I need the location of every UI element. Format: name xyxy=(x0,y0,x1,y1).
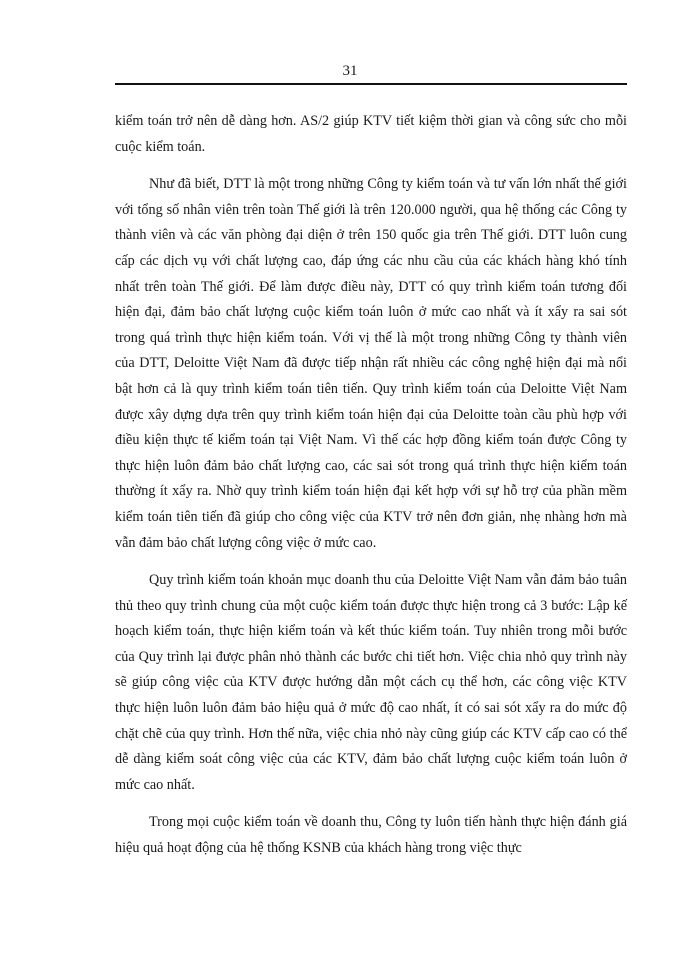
paragraph-internal-control: Trong mọi cuộc kiểm toán về doanh thu, Công ty luôn tiến hành thực hiện đánh giá hiệu quả hoạt động của hệ thống KSNB của khách hàng trong việc thực xyxy=(115,814,627,857)
paragraph-revenue-audit-process: Quy trình kiểm toán khoản mục doanh thu của Deloitte Việt Nam vẫn đảm bảo tuân thủ theo quy trình chung của một cuộc kiểm toán được thực hiện trong cả 3 bước: Lập kế hoạch kiểm toán, thực hiện kiểm toán và kết thúc kiểm toán. Tuy nhiên trong mỗi bước của Quy trình lại được phân nhỏ thành các bước chi tiết hơn. Việc chia nhỏ quy trình này sẽ giúp công việc của KTV được hướng dẫn một cách cụ thể hơn, các công việc KTV thực hiện luôn luôn đảm bảo hiệu quả ở mức độ cao nhất, ít có sai sót xẩy ra do mức độ chặt chẽ của quy trình. Hơn thế nữa, việc chia nhỏ này cũng giúp các KTV cấp cao có thể dễ dàng kiểm soát công việc của các KTV, đảm bảo chất lượng cuộc kiểm toán luôn ở mức cao nhất. xyxy=(115,572,627,793)
header-divider xyxy=(115,83,627,85)
paragraph-continuation: kiểm toán trở nên dễ dàng hơn. AS/2 giúp KTV tiết kiệm thời gian và công sức cho mỗi cuộc kiểm toán. xyxy=(115,113,627,155)
paragraph-dtt-overview: Như đã biết, DTT là một trong những Công ty kiểm toán và tư vấn lớn nhất thế giới với tổng số nhân viên trên toàn Thế giới là trên 120.000 người, qua hệ thống các Công ty thành viên và các văn phòng đại diện ở trên 150 quốc gia trên Thế giới. DTT luôn cung cấp các dịch vụ với chất lượng cao, đáp ứng các nhu cầu của các khách hàng khó tính nhất trên toàn Thế giới. Để làm được điều này, DTT có quy trình kiểm toán tương đối hiện đại, đảm bảo chất lượng cuộc kiểm toán luôn ở mức cao nhất và ít xẩy ra sai sót trong quá trình thực hiện kiểm toán. Với vị thế là một trong những Công ty thành viên của DTT, Deloitte Việt Nam đã được tiếp nhận rất nhiều các công nghệ hiện đại mà nổi bật hơn cả là quy trình kiểm toán tiên tiến. Quy trình kiểm toán của Deloitte Việt Nam được xây dựng dựa trên quy trình kiểm toán hiện đại của Deloitte toàn cầu phù hợp với điều kiện thực tế kiểm toán tại Việt Nam. Vì thế các hợp đồng kiểm toán được Công ty thực hiện luôn đảm bảo chất lượng cao, các sai sót trong quá trình thực hiện kiểm toán thường ít xẩy ra. Nhờ quy trình kiểm toán hiện đại kết hợp với sự hỗ trợ của phần mềm kiểm toán tiên tiến đã giúp cho công việc của KTV trở nên đơn giản, nhẹ nhàng hơn mà vẫn đảm bảo chất lượng công việc ở mức cao. xyxy=(115,176,627,551)
document-body xyxy=(115,109,627,862)
page-number: 31 xyxy=(342,63,358,79)
